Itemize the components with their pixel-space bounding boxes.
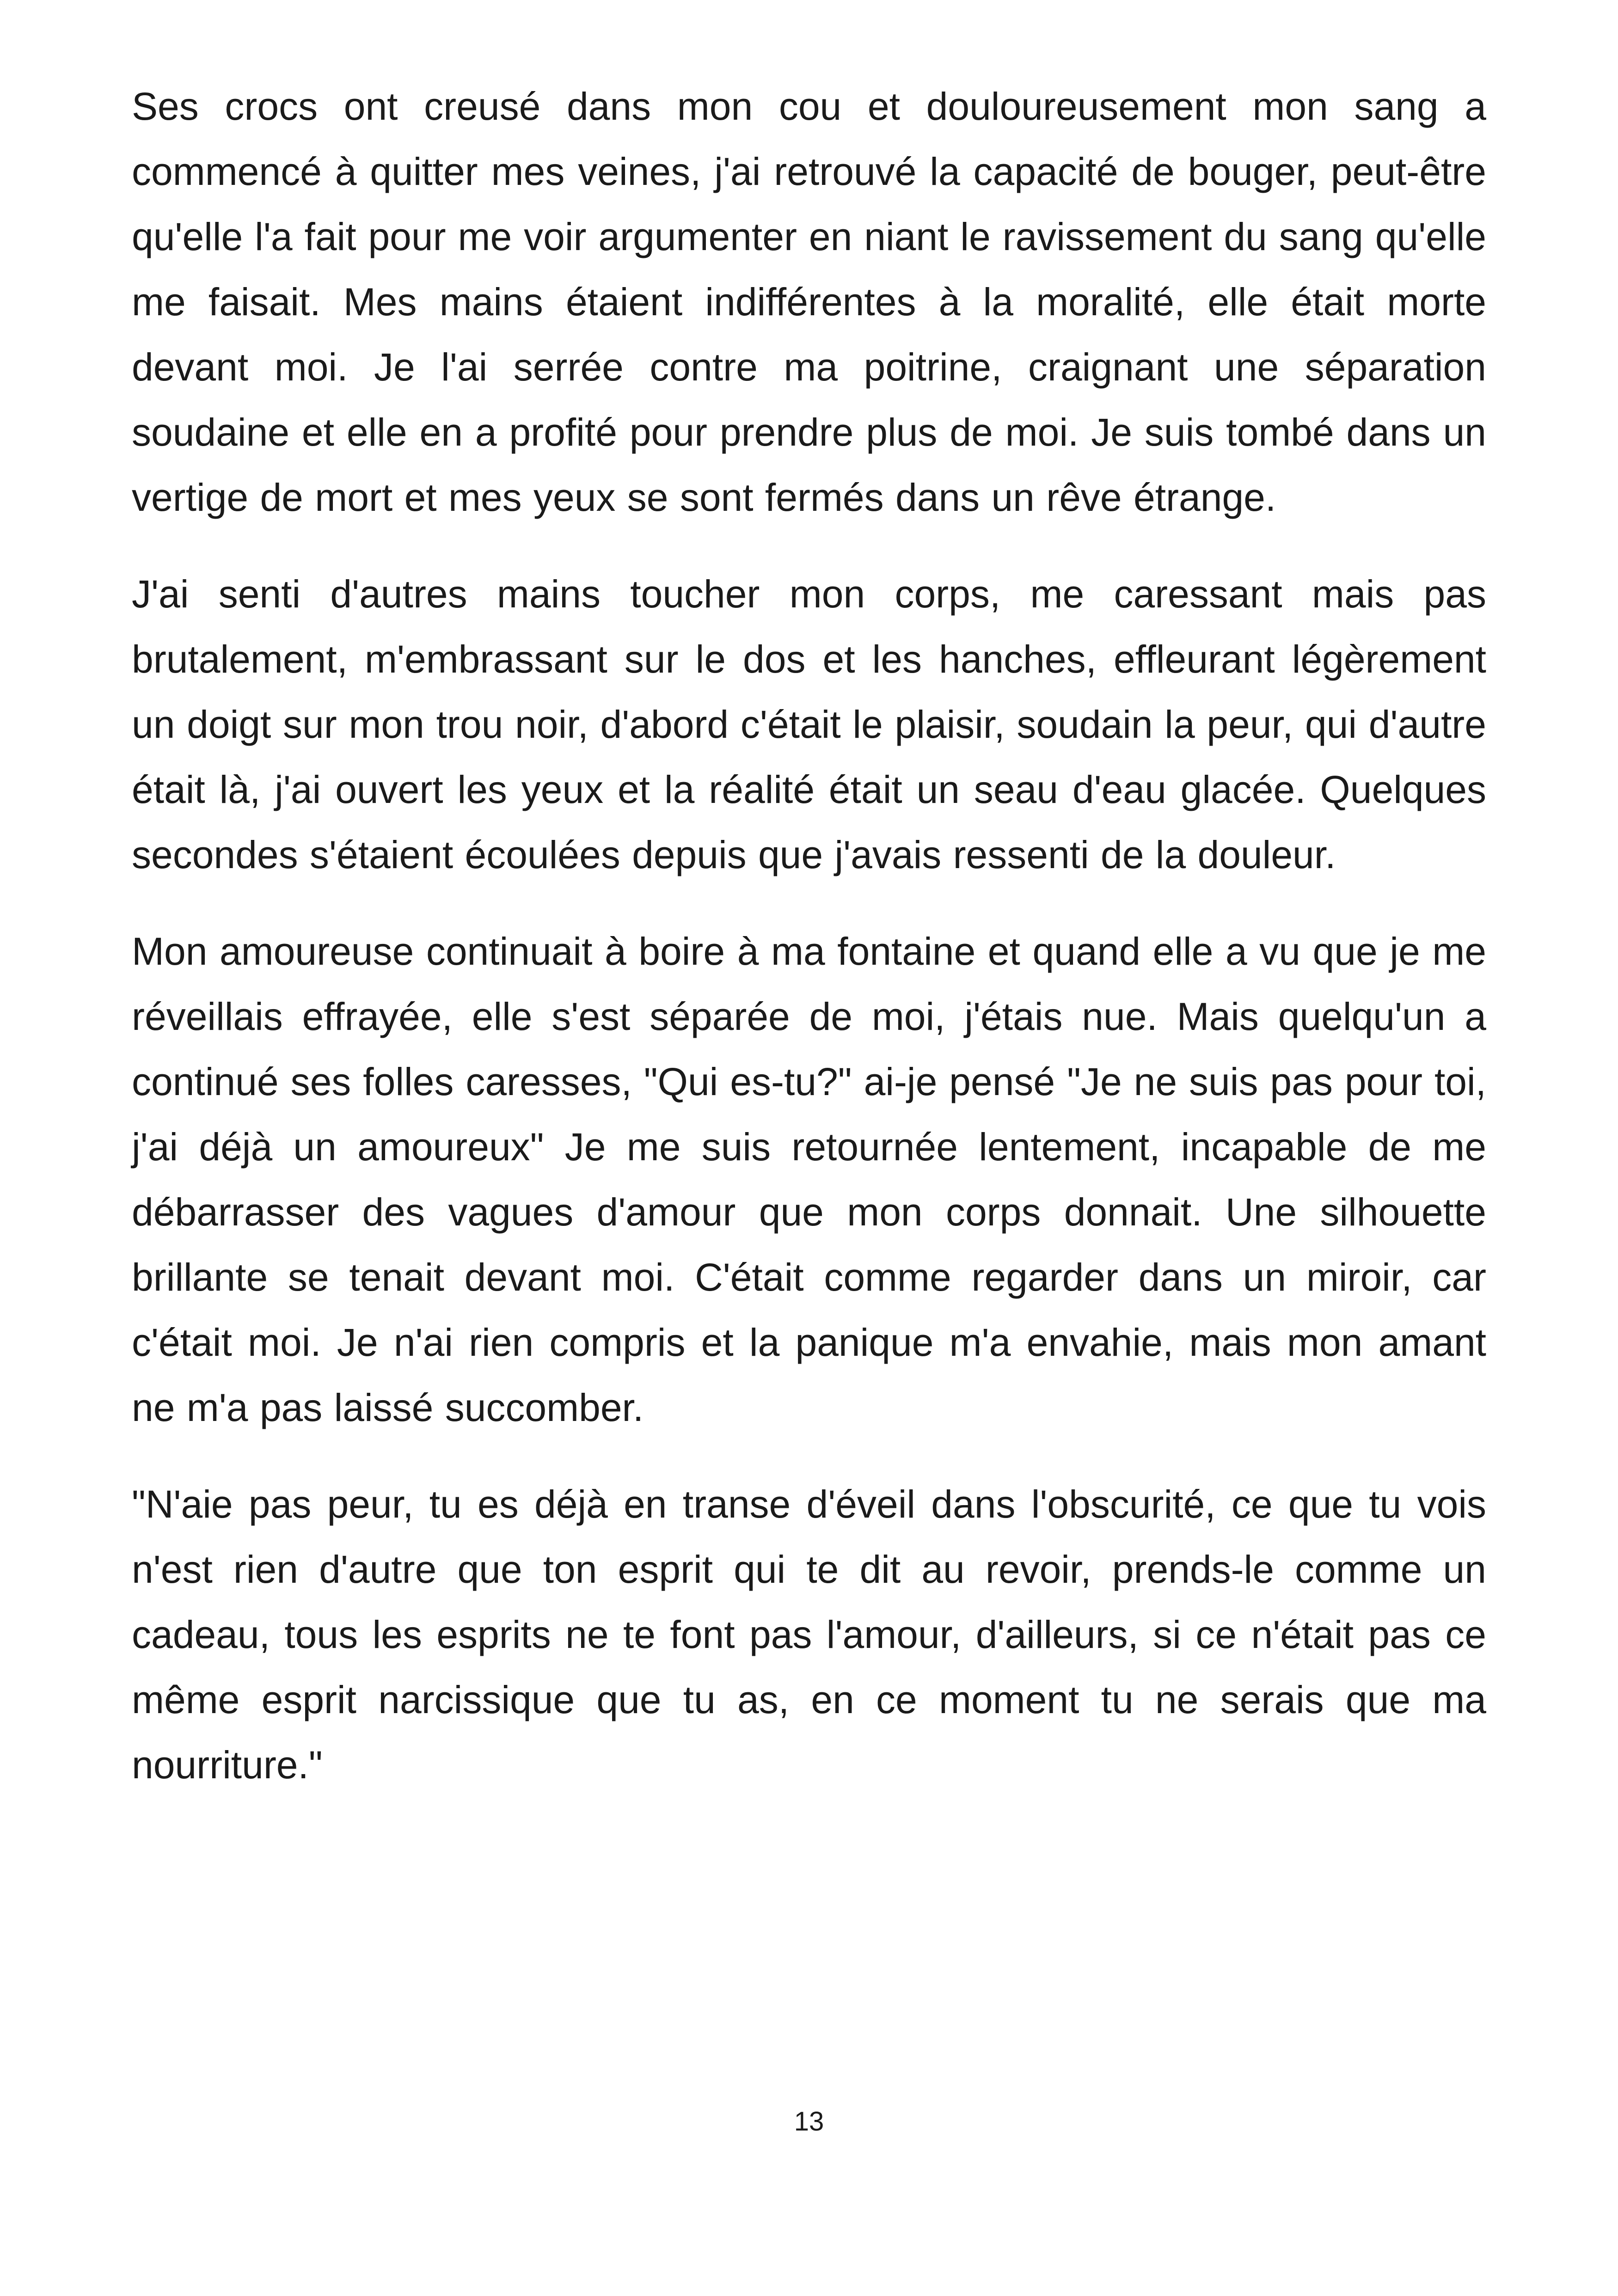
paragraph-2: J'ai senti d'autres mains toucher mon corps, me caressant mais pas brutalement, m'embrassant sur le dos et les hanches, effleurant légèrement un doigt sur mon trou noir, d'abord c'était le plaisir, soudain la peur, qui d'autre était là, j'ai ouvert les yeux et la réalité était un seau d'eau glacée. Quelques secondes s'étaient écoulées depuis que j'avais ressenti de la douleur. [132,572,1486,876]
page-number: 13 [794,2106,824,2137]
paragraph-4: "N'aie pas peur, tu es déjà en transe d'éveil dans l'obscurité, ce que tu vois n'est rien d'autre que ton esprit qui te dit au revoir, prends-le comme un cadeau, tous les esprits ne te font pas l'amour, d'ailleurs, si ce n'était pas ce même esprit narcissique que tu as, en ce moment tu ne serais que ma nourriture." [132,1482,1486,1787]
paragraph-3: Mon amoureuse continuait à boire à ma fontaine et quand elle a vu que je me réveillais effrayée, elle s'est séparée de moi, j'étais nue. Mais quelqu'un a continué ses folles caresses, "Qui es-tu?" ai-je pensé "Je ne suis pas pour toi, j'ai déjà un amoureux" Je me suis retournée lentement, incapable de me débarrasser des vagues d'amour que mon corps donnait. Une silhouette brillante se tenait devant moi. C'était comme regarder dans un miroir, car c'était moi. Je n'ai rien compris et la panique m'a envahie, mais mon amant ne m'a pas laissé succomber. [132,930,1486,1429]
paragraph-1: Ses crocs ont creusé dans mon cou et douloureusement mon sang a commencé à quitter mes veines, j'ai retrouvé la capacité de bouger, peut-être qu'elle l'a fait pour me voir argumenter en niant le ravissement du sang qu'elle me faisait. Mes mains étaient indifférentes à la moralité, elle était morte devant moi. Je l'ai serrée contre ma poitrine, craignant une séparation soudaine et elle en a profité pour prendre plus de moi. Je suis tombé dans un vertige de mort et mes yeux se sont fermés dans un rêve étrange. [132,85,1486,519]
body-text [132,74,1486,1829]
